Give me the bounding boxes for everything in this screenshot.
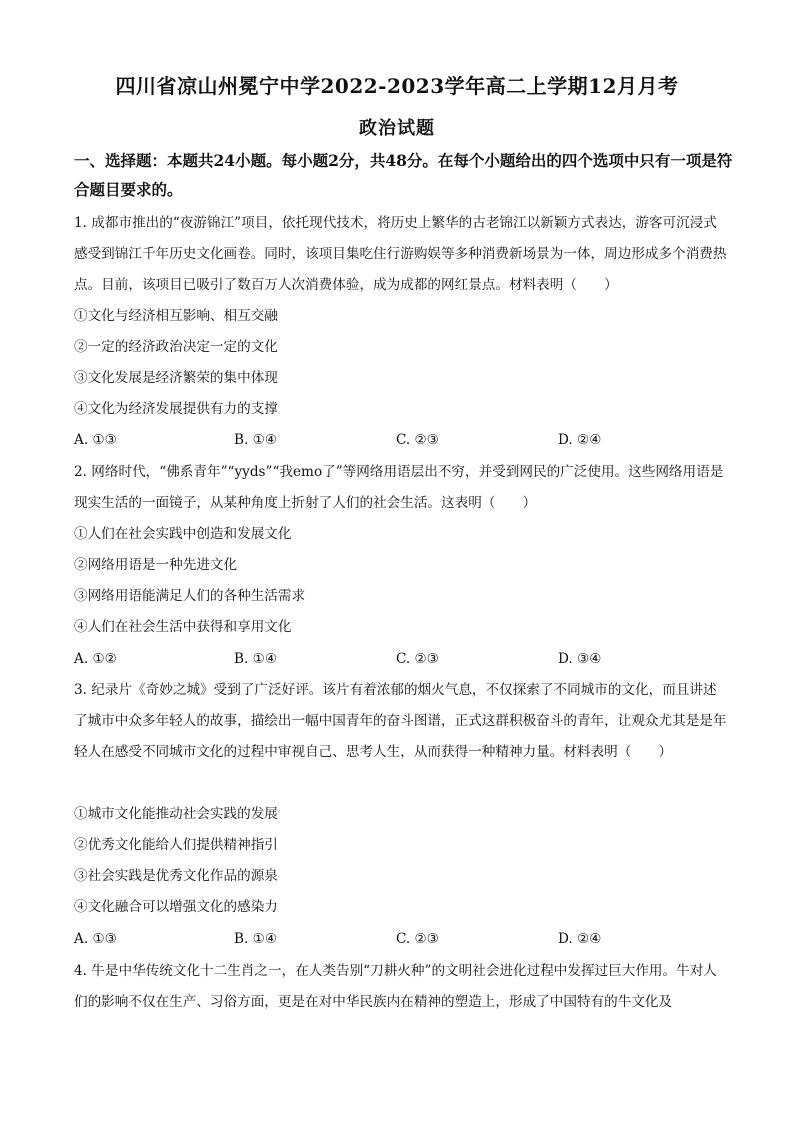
question-1-stem: 1. 成都市推出的“夜游锦江”项目，依托现代技术，将历史上繁华的古老锦江以新颖方式表达，游客可沉浸式感受到锦江千年历史文化画卷。同时，该项目集吃住行游购娱等多种消费新场景为一体，周边形成多个消费热点。目前，该项目已吸引了数百万人次消费体验，成为成都的网红景点。材料表明（ ） (74, 215, 727, 293)
question-3-choices (74, 924, 734, 955)
question-1-choice-a: A. ①③ (74, 432, 117, 448)
question-3-option-4: ④文化融合可以增强文化的感染力 (74, 899, 278, 915)
exam-subtitle: 政治试题 (359, 118, 435, 139)
question-1-option-3: ③文化发展是经济繁荣的集中体现 (74, 370, 278, 386)
section-heading: 一、选择题：本题共24小题。每小题2分，共48分。在每个小题给出的四个选项中只有一项是符合题目要求的。 (74, 151, 733, 199)
question-3-option-2: ②优秀文化能给人们提供精神指引 (74, 837, 278, 853)
question-2-option-3: ③网络用语能满足人们的各种生活需求 (74, 588, 306, 604)
question-2-choice-d: D. ③④ (558, 651, 602, 667)
question-1-option-2: ②一定的经济政治决定一定的文化 (74, 339, 278, 355)
question-4-stem: 4. 牛是中华传统文化十二生肖之一，在人类告别“刀耕火种”的文明社会进化过程中发挥过巨大作用。牛对人们的影响不仅在生产、习俗方面，更是在对中华民族内在精神的塑造上，形成了中国特有的牛文化及 (74, 963, 717, 1010)
question-2-option-4: ④人们在社会生活中获得和享用文化 (74, 619, 292, 635)
question-3-option-3: ③社会实践是优秀文化作品的源泉 (74, 868, 278, 884)
question-1-choice-d: D. ②④ (558, 432, 602, 448)
question-2-option-1: ①人们在社会实践中创造和发展文化 (74, 526, 292, 542)
question-1-choice-c: C. ②③ (396, 432, 439, 448)
question-2-option-2: ②网络用语是一种先进文化 (74, 557, 238, 573)
question-2-choices (74, 644, 734, 675)
question-1-option-1: ①文化与经济相互影响、相互交融 (74, 308, 278, 324)
question-3-choice-b: B. ①④ (234, 931, 278, 947)
question-3-choice-a: A. ①③ (74, 931, 117, 947)
question-1-option-4: ④文化为经济发展提供有力的支撑 (74, 401, 278, 417)
question-1-choice-b: B. ①④ (234, 432, 278, 448)
question-2-choice-a: A. ①② (74, 651, 117, 667)
question-2-choice-b: B. ①④ (234, 651, 278, 667)
question-2-stem: 2. 网络时代，“佛系青年”“yyds”“我emo了”等网络用语层出不穷，并受到网民的广泛使用。这些网络用语是现实生活的一面镜子，从某种角度上折射了人们的社会生活。这表明（ ） (74, 464, 724, 511)
exam-title: 四川省凉山州冕宁中学2022-2023学年高二上学期12月月考 (115, 74, 679, 98)
question-2-choice-c: C. ②③ (396, 651, 439, 667)
question-3-choice-d: D. ②④ (558, 931, 602, 947)
question-3-option-1: ①城市文化能推动社会实践的发展 (74, 806, 278, 822)
question-3-choice-c: C. ②③ (396, 931, 439, 947)
question-3-stem: 3. 纪录片《奇妙之城》受到了广泛好评。该片有着浓郁的烟火气息，不仅探索了不同城市的文化，而且讲述了城市中众多年轻人的故事，描绘出一幅中国青年的奋斗图谱，正式这群积极奋斗的青年，让观众尤其是是年轻人在感受不同城市文化的过程中审视自己、思考人生，从而获得一种精神力量。材料表明（ ） (74, 682, 727, 760)
question-1-choices (74, 425, 734, 456)
